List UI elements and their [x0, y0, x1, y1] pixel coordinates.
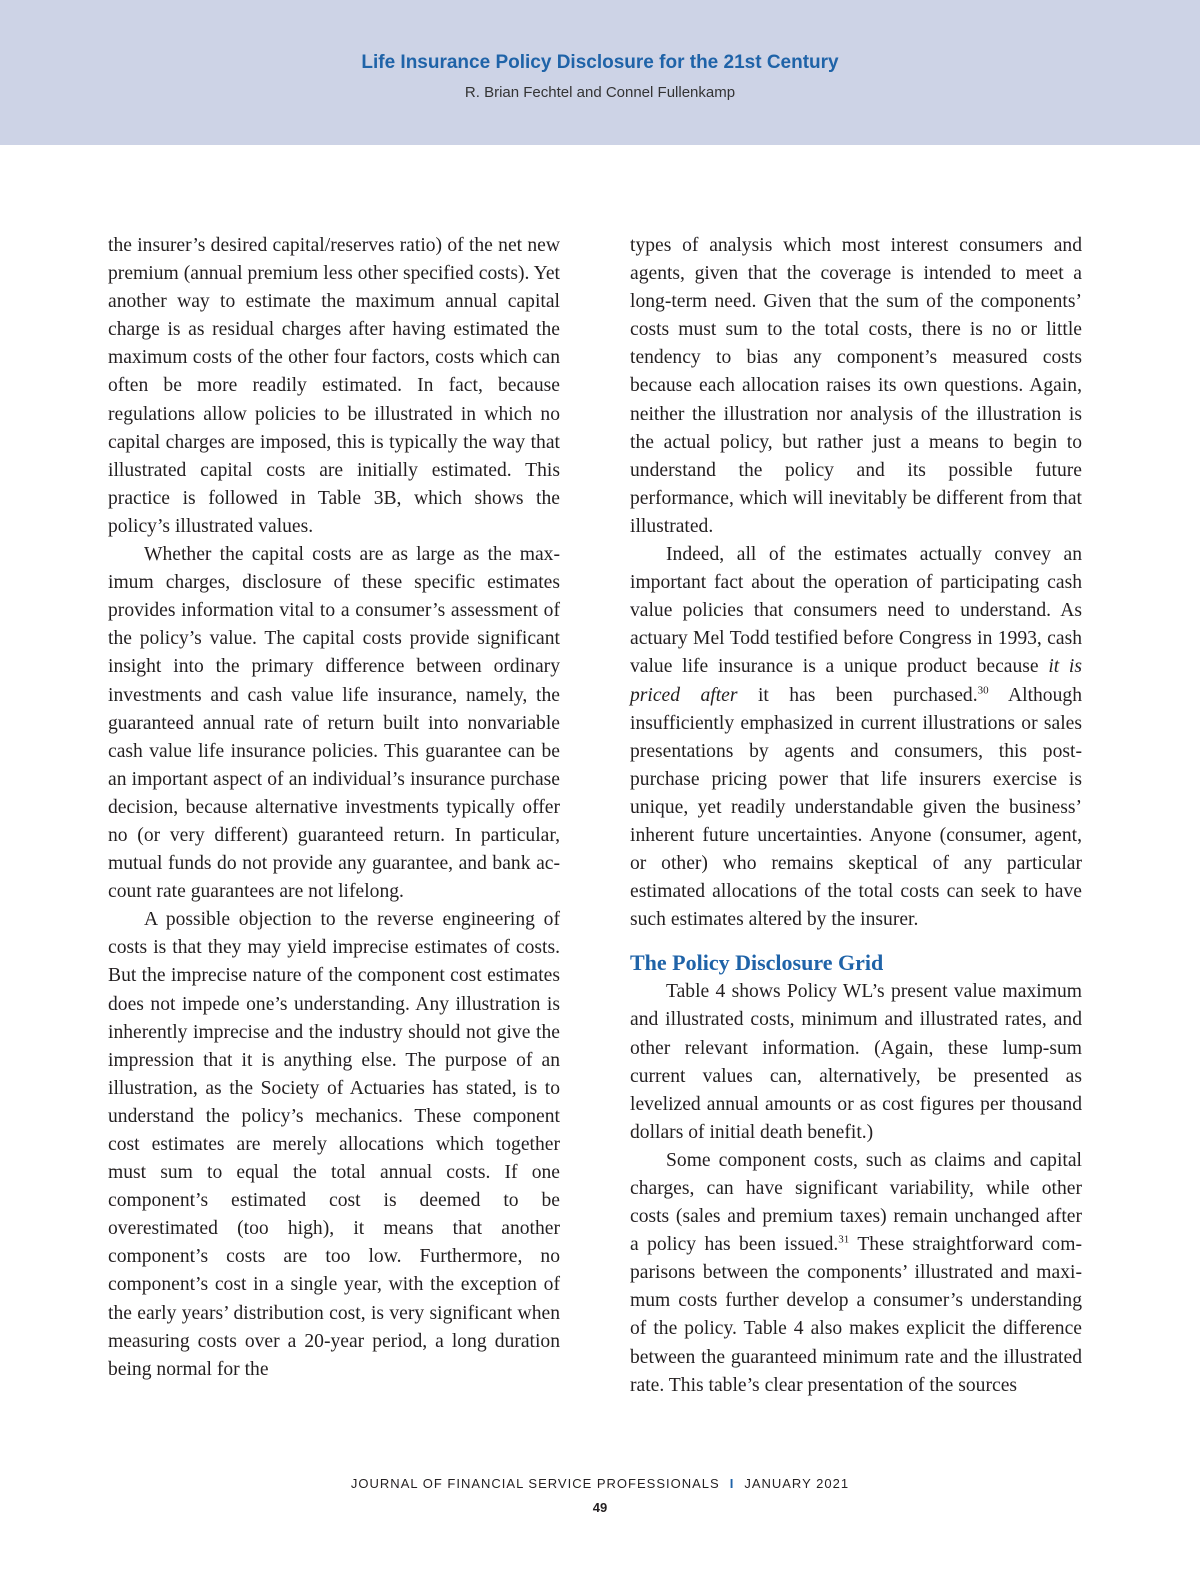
paragraph: Whether the capital costs are as large as the maximum charges, disclosure of these specific estimates provides information vital to a consumer’s assessment of the policy’s value. The capital costs provide significant insight into the primary difference between ordinary investments and cash value life insurance, namely, the guaranteed annual rate of return built into nonvariable cash value life insurance policies. This guarantee can be an important aspect of an individual’s insurance purchase decision, because alternative investments typically offer no (or very different) guaranteed return. In particular, mutual funds do not provide any guarantee, and bank account rate guarantees are not lifelong. [108, 544, 560, 903]
paragraph-text: it has been purchased. [737, 684, 978, 706]
section-heading: The Policy Disclosure Grid [630, 950, 884, 976]
paragraph: Table 4 shows Policy WL’s present value maximum and illustrated costs, minimum and illustrated rates, and other relevant information. (Again, these lump-sum current values can, alternatively, be presented as levelized annual amounts or as cost figures per thousand dollars of initial death benefit.) [630, 981, 1082, 1143]
right-column [630, 232, 1082, 1400]
footer-separator: I [729, 1476, 735, 1491]
paragraph-text: Some component costs, such as claims and capital charges, can have significant variability, while other costs (sales and premium taxes) remain unchanged after a policy has been issued. [630, 1149, 1082, 1256]
footnote-ref-31[interactable]: 31 [838, 1233, 850, 1246]
page-number: 49 [592, 1500, 608, 1515]
paragraph: A possible objection to the reverse engineering of costs is that they may yield imprecise estimates of costs. But the imprecise nature of the component cost estimates does not impede one’s understanding. Any illustration is inherently imprecise and the industry should not give the impression that it is anything else. The purpose of an illustration, as the Society of Actuaries has stated, is to understand the policy’s mechanics. These component cost estimates are merely allocations which together must sum to equal the total annual costs. If one component’s estimated cost is deemed to be overestimated (too high), it means that another component’s costs are too low. Furthermore, no component’s cost in a single year, with the exception of the early years’ distribution cost, is very significant when measuring costs over a 20-year period, a long duration being normal for the [108, 909, 560, 1380]
paragraph [630, 1147, 1082, 1400]
footnote-ref-30[interactable]: 30 [977, 683, 989, 696]
running-authors: R. Brian Fechtel and Connel Fullenkamp [464, 84, 736, 101]
emphasis-text: it is priced after [630, 656, 1082, 706]
paragraph [630, 541, 1082, 934]
footer [0, 1476, 1200, 1491]
journal-name: JOURNAL OF FINANCIAL SERVICE PROFESSIONALS [350, 1476, 720, 1491]
running-title: Life Insurance Policy Disclosure for the 21st Century [361, 52, 839, 73]
paragraph-text: Although insufficiently emphasized in current illustrations or sales presentations by agents and consumers, this post-purchase pricing power that life insurers exercise is unique, yet readily understandable given the business’ inherent future uncertainties. Anyone (consumer, agent, or other) who remains skeptical of any particular estimated allocations of the total costs can seek to have such estimates altered by the insurer. [630, 684, 1082, 931]
paragraph: the insurer’s desired capital/reserves ratio) of the net new premium (annual premium less other specified costs). Yet another way to estimate the maximum annual capital charge is as residual charges after having estimated the maximum costs of the other four factors, costs which can often be more readily estimated. In fact, because regulations allow policies to be illustrated in which no capital charges are imposed, this is typically the way that illustrated capital costs are initially estimated. This practice is followed in Table 3B, which shows the policy’s illustrated values. [108, 235, 560, 537]
paragraph-text: These straightforward comparisons between the components’ illustrated and maximum costs further develop a consumer’s understanding of the policy. Table 4 also makes explicit the difference between the guaranteed minimum rate and the illustrated rate. This table’s clear presentation of the sources [630, 1234, 1082, 1396]
issue-date: JANUARY 2021 [744, 1476, 850, 1491]
paragraph-text: Indeed, all of the estimates actually convey an important fact about the operation of participating cash value policies that consumers need to understand. As actuary Mel Todd testified before Congress in 1993, cash value life insurance is a unique product because [630, 544, 1082, 678]
paragraph: types of analysis which most interest consumers and agents, given that the coverage is intended to meet a long-term need. Given that the sum of the components’ costs must sum to the total costs, there is no or little tendency to bias any component’s measured costs because each allocation raises its own questions. Again, neither the illustration nor analysis of the illustration is the actual policy, but rather just a means to begin to understand the policy and its possible future performance, which will inevitably be different from that illustrated. [630, 235, 1082, 537]
left-column [108, 232, 560, 1384]
